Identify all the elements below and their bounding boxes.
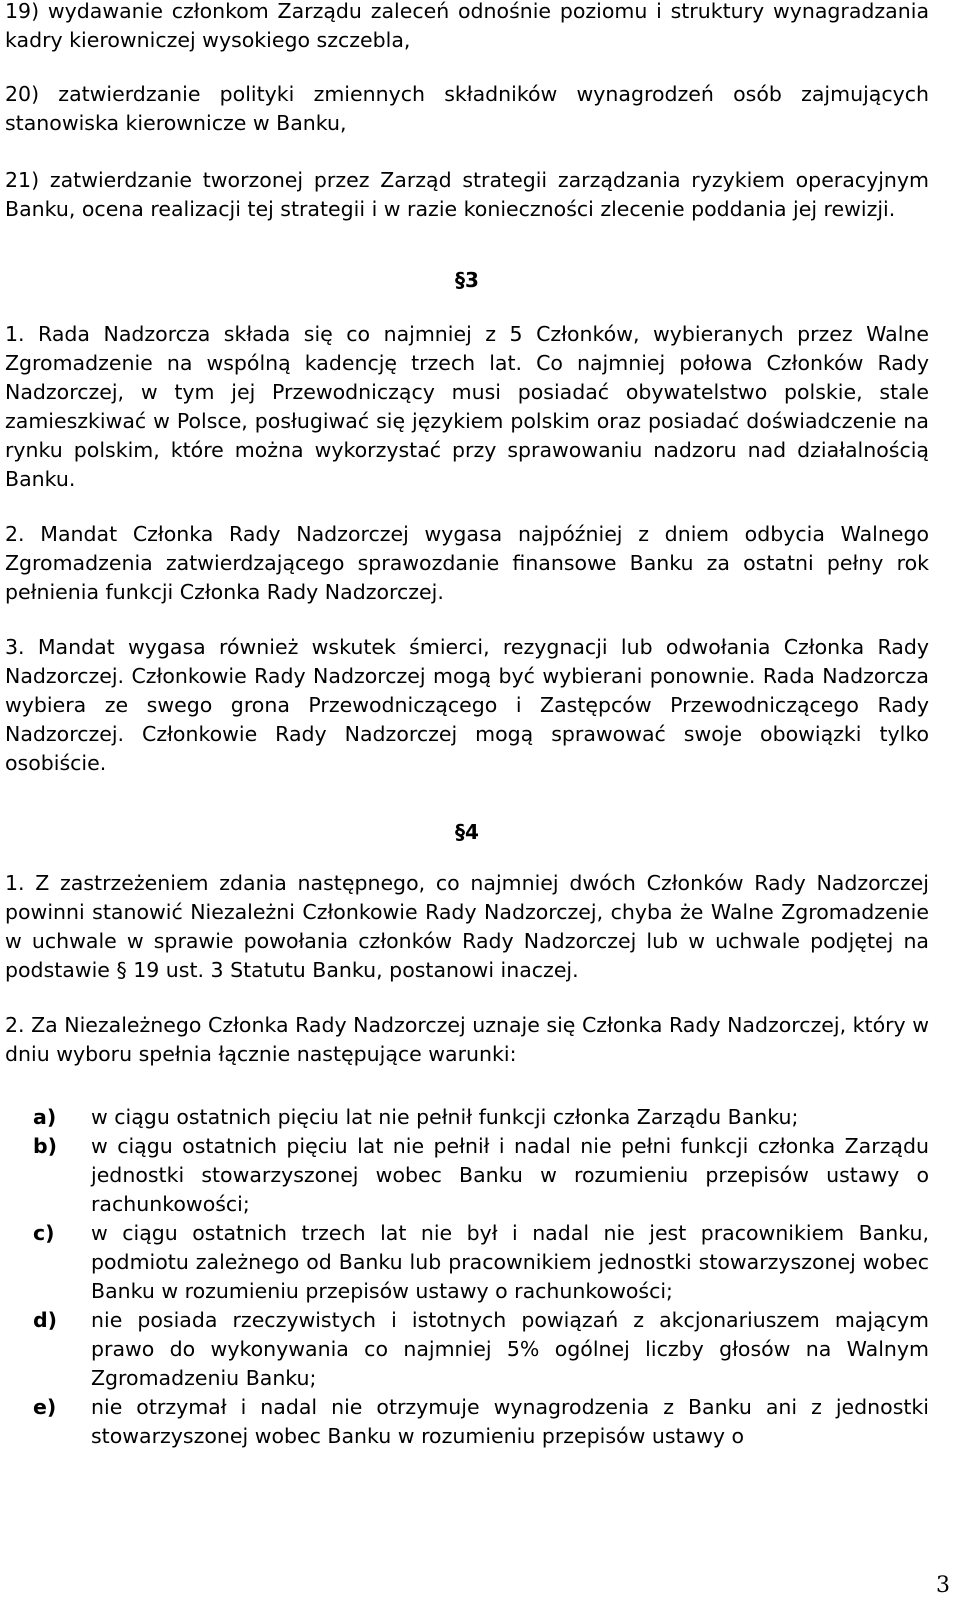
conditions-list [5, 1103, 929, 1451]
condition-label: e) [33, 1395, 57, 1419]
condition-item [5, 1219, 929, 1306]
document-page [5, 0, 929, 1451]
condition-item [5, 1306, 929, 1393]
section-sign: § [455, 268, 466, 292]
paragraph-4-1: 1. Z zastrzeżeniem zdania następnego, co najmniej dwóch Członków Rady Nadzorczej powinni stanowić Niezależni Członkowie Rady Nadzorczej, chyba że Walne Zgromadzenie w uchwale w sprawie powołania członków Rady Nadzorczej lub w uchwale podjętej na podstawie § 19 ust. 3 Statutu Banku, postanowi inaczej. [5, 871, 929, 982]
condition-item [5, 1393, 929, 1451]
condition-text: w ciągu ostatnich pięciu lat nie pełnił i nadal nie pełni funkcji członka Zarządu jednostki stowarzyszonej wobec Banku w rozumieniu przepisów ustawy o rachunkowości; [91, 1134, 929, 1216]
condition-item [5, 1132, 929, 1219]
section-sign: § [455, 820, 466, 844]
condition-text: w ciągu ostatnich pięciu lat nie pełnił funkcji członka Zarządu Banku; [91, 1105, 799, 1129]
condition-label: a) [33, 1105, 57, 1129]
section-heading-3 [5, 266, 929, 295]
list-item-19: 19) wydawanie członkom Zarządu zaleceń odnośnie poziomu i struktury wynagradzania kadry kierowniczej wysokiego szczebla, [5, 0, 929, 52]
condition-label: c) [33, 1221, 55, 1245]
list-item-21: 21) zatwierdzanie tworzonej przez Zarząd strategii zarządzania ryzykiem operacyjnym Banku, ocena realizacji tej strategii i w razie konieczności zlecenie poddania jej rewizji. [5, 168, 929, 221]
paragraph-3-3: 3. Mandat wygasa również wskutek śmierci, rezygnacji lub odwołania Członka Rady Nadzorczej. Członkowie Rady Nadzorczej mogą być wybierani ponownie. Rada Nadzorcza wybiera ze swego grona Przewodniczącego i Zastępców Przewodniczącego Rady Nadzorczej. Członkowie Rady Nadzorczej mogą sprawować swoje obowiązki tylko osobiście. [5, 635, 929, 775]
section-heading-4 [5, 818, 929, 847]
condition-text: nie posiada rzeczywistych i istotnych powiązań z akcjonariuszem mającym prawo do wykonywania co najmniej 5% ogólnej liczby głosów na Walnym Zgromadzeniu Banku; [91, 1308, 929, 1390]
condition-item [5, 1103, 929, 1132]
list-item-20: 20) zatwierdzanie polityki zmiennych składników wynagrodzeń osób zajmujących stanowiska kierownicze w Banku, [5, 82, 929, 135]
condition-label: b) [33, 1134, 58, 1158]
condition-label: d) [33, 1308, 58, 1332]
condition-text: w ciągu ostatnich trzech lat nie był i nadal nie jest pracownikiem Banku, podmiotu zależnego od Banku lub pracownikiem jednostki stowarzyszonej wobec Banku w rozumieniu przepisów ustawy o rachunkowości; [91, 1221, 929, 1303]
paragraph-4-2: 2. Za Niezależnego Członka Rady Nadzorczej uznaje się Członka Rady Nadzorczej, który w dniu wyboru spełnia łącznie następujące warunki: [5, 1013, 929, 1066]
section-number: 3 [465, 268, 479, 292]
condition-text: nie otrzymał i nadal nie otrzymuje wynagrodzenia z Banku ani z jednostki stowarzyszonej wobec Banku w rozumieniu przepisów ustawy o [91, 1395, 929, 1448]
section-number: 4 [465, 820, 479, 844]
paragraph-3-1: 1. Rada Nadzorcza składa się co najmniej z 5 Członków, wybieranych przez Walne Zgromadzenie na wspólną kadencję trzech lat. Co najmniej połowa Członków Rady Nadzorczej, w tym jej Przewodniczący musi posiadać obywatelstwo polskie, stale zamieszkiwać w Polsce, posługiwać się językiem polskim oraz posiadać doświadczenie na rynku polskim, które można wykorzystać przy sprawowaniu nadzoru nad działalnością Banku. [5, 322, 929, 491]
paragraph-3-2: 2. Mandat Członka Rady Nadzorczej wygasa najpóźniej z dniem odbycia Walnego Zgromadzenia zatwierdzającego sprawozdanie finansowe Banku za ostatni pełny rok pełnienia funkcji Członka Rady Nadzorczej. [5, 522, 929, 604]
page-number: 3 [936, 1573, 950, 1598]
